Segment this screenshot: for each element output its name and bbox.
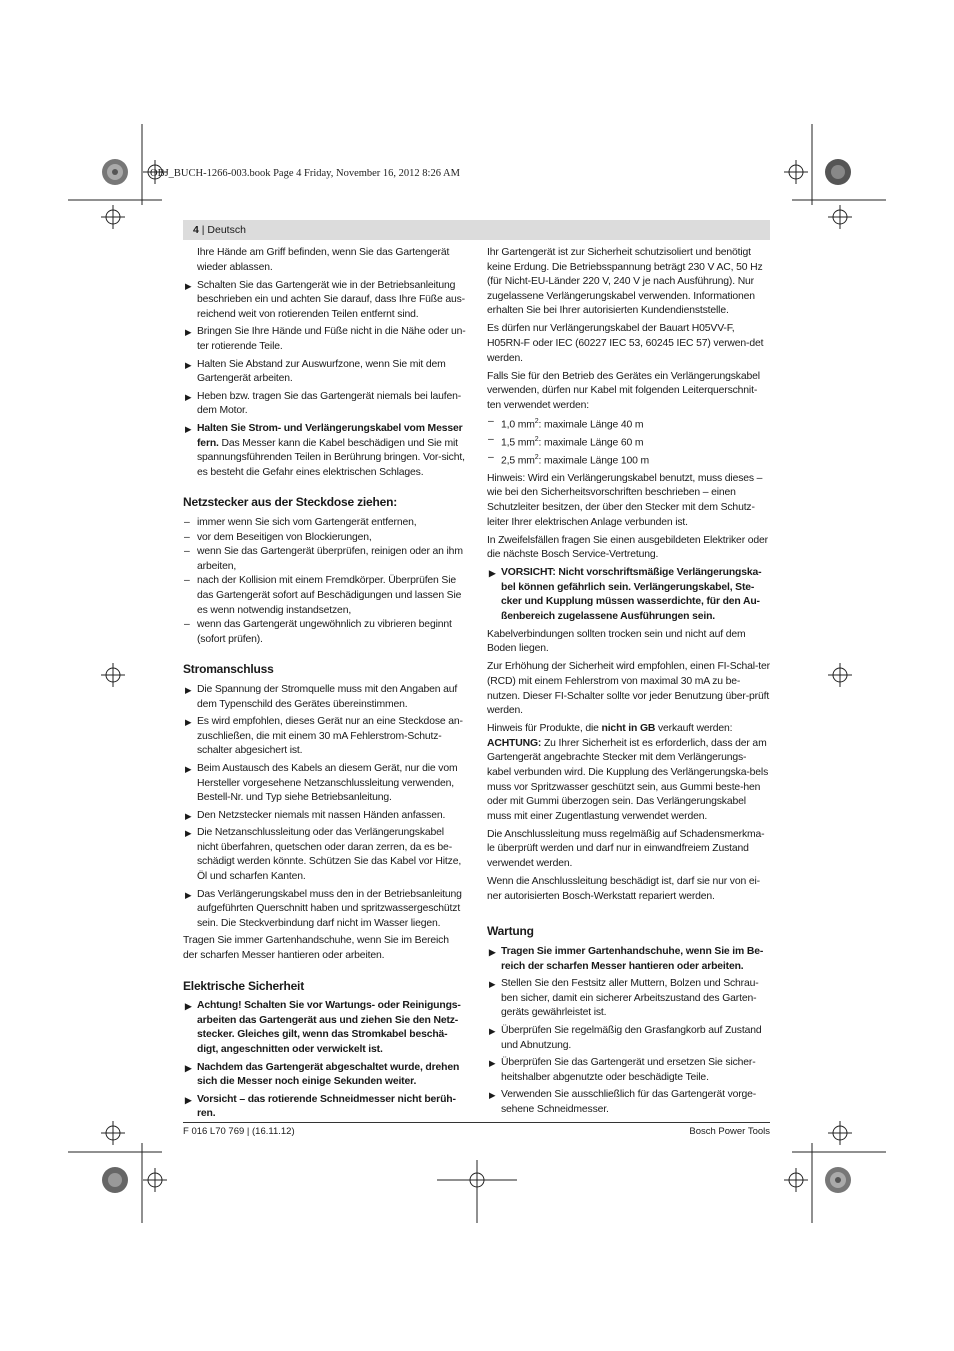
bullet-arrow-icon: ▶ (185, 1062, 192, 1073)
achtung-paragraph: ACHTUNG: Zu Ihrer Sicherheit ist es erforderlich, dass der am Gartengerät angebrachte Stecker mit dem Verlängerungs-kabel verbunden wird. Die Kupplung des Verlängerungska-bels muss vor Spritzwasser geschützt sein, aus Gummi beste-hen oder mit Gummi überzogen sein. Das Verlängerungskabel muss mit einer Zugentlastung verwendet werden. (487, 737, 769, 822)
header-bar (183, 220, 770, 240)
bullet-arrow-icon: ▶ (185, 1094, 192, 1105)
gloves-paragraph: Tragen Sie immer Gartenhandschuhe, wenn Sie im Bereich der scharfen Messer hantieren oder arbeiten. (183, 935, 449, 962)
list-item: ▶ Nachdem das Gartengerät abgeschaltet wurde, drehen sich die Messer noch einige Sekunden weiter. (185, 1061, 460, 1088)
bullet-arrow-icon: ▶ (185, 763, 192, 774)
list-item: – 1,0 $mm^2$: maximale Länge 40 m (488, 415, 644, 430)
list-item: ▶ Heben bzw. tragen Sie das Gartengerät niemals bei laufen-dem Motor. (185, 390, 462, 417)
bullet-arrow-icon: ▶ (185, 327, 192, 338)
list-item: ▶ Überprüfen Sie regelmäßig den Grasfangkorb auf Zustand und Abnutzung. (489, 1024, 762, 1051)
list-item: – 1,5 $mm^2$: maximale Länge 60 m (488, 433, 644, 449)
paragraph: Wenn die Anschlussleitung beschädigt ist, darf sie nur von ei-ner autorisierten Bosch-Werkstatt repariert werden. (487, 876, 760, 902)
bullet-arrow-icon: ▶ (489, 1025, 496, 1036)
page-header (193, 224, 246, 236)
right-column (487, 246, 770, 1120)
list-item: – wenn das Gartengerät ungewöhnlich zu vibrieren beginnt (sofort prüfen). (184, 619, 452, 645)
list-item: ▶ Den Netzstecker niemals mit nassen Händen anfassen. (183, 809, 466, 824)
bullet-arrow-icon: ▶ (489, 568, 496, 579)
warning-item: ▶ VORSICHT: Nicht vorschriftsmäßige Verlängerungska-bel können gefährlich sein. Verlängerungskabel, Ste-cker und Kupplung müssen wasserdichte, für den Au-ßenbereich zugelassene Ausführungen sein. (489, 567, 762, 623)
list-item: ▶ Die Spannung der Stromquelle muss mit den Angaben auf dem Typenschild des Gerätes übereinstimmen. (185, 683, 458, 710)
list-item: ▶ Schalten Sie das Gartengerät wie in der Betriebsanleitung beschrieben ein und achten Sie darauf, dass Ihre Füße aus-reichend weit von rotierenden Teilen entfernt sind. (185, 279, 465, 320)
list-item: ▶ Halten Sie Strom- und Verlängerungskabel vom Messer fern. Das Messer kann die Kabel beschädigen und Sie mit spannungsführenden Teilen in Berührung bringen. Vor-sicht, es besteht die Gefahr eines elektrischen Schlages. (185, 423, 465, 478)
list-item: – wenn Sie das Gartengerät überprüfen, reinigen oder an ihm arbeiten, (184, 546, 463, 572)
bullet-arrow-icon: ▶ (185, 391, 192, 402)
left-column (183, 246, 466, 1125)
paragraph: Ihr Gartengerät ist zur Sicherheit schutzisoliert und benötigt keine Erdung. Die Betriebsspannung beträgt 230 V AC, 50 Hz (für Nicht-EU-Länder 220 V, 240 V je nach Ausführung). Nur zugelassene Verlängerungskabel verwenden. Informationen erhalten Sie bei Ihrer autorisierten Kundendienststelle. (487, 247, 763, 317)
bullet-arrow-icon: ▶ (185, 684, 192, 695)
paragraph: Die Anschlussleitung muss regelmäßig auf Schadensmerkma-le überprüft werden und darf nur in einwandfreiem Zustand verwendet werden. (487, 828, 765, 870)
page-number: 4 (193, 224, 199, 236)
list-item: – vor dem Beseitigen von Blockierungen, (184, 531, 372, 543)
bullet-arrow-icon: ▶ (489, 1090, 496, 1101)
paragraph: Kabelverbindungen sollten trocken sein und nicht auf dem Boden liegen. (487, 628, 746, 655)
bullet-arrow-icon: ▶ (185, 717, 192, 728)
list-item: – nach der Kollision mit einem Fremdkörper. Überprüfen Sie das Gartengerät sofort auf Beschädigungen und lassen Sie es wenn notwendig instandsetzen, (184, 575, 462, 616)
gb-note: Hinweis für Produkte, die nicht in GB verkauft werden: (487, 723, 733, 735)
list-item: ▶ Es wird empfohlen, dieses Gerät nur an eine Steckdose an-zuschließen, die mit einem 30 mA Fehlerstrom-Schutz-schalter abgesichert ist. (185, 716, 463, 757)
bullet-arrow-icon: ▶ (489, 1058, 496, 1069)
list-item: ▶ Tragen Sie immer Gartenhandschuhe, wenn Sie im Be-reich der scharfen Messer hantieren oder arbeiten. (489, 945, 764, 972)
footer-doc-code: F 016 L70 769 | (16.11.12) (183, 1126, 295, 1137)
bullet-arrow-icon: ▶ (185, 359, 192, 370)
bullet-arrow-icon: ▶ (185, 889, 192, 900)
bullet-arrow-icon: ▶ (185, 1001, 192, 1012)
paragraph: Hinweis: Wird ein Verlängerungskabel benutzt, muss dieses – wie bei den Sicherheitsvorschriften beschrieben – einen Schutzleiter besitzen, der über den Stecker mit dem Schutz-leiter Ihrer elektrischen Anlage verbunden ist. (487, 472, 763, 528)
slug-line: OBJ_BUCH-1266-003.book Page 4 Friday, November 16, 2012 8:26 AM (150, 168, 460, 179)
heading-maintenance: Wartung (487, 924, 534, 939)
list-item: ▶ Achtung! Schalten Sie vor Wartungs- oder Reinigungs-arbeiten das Gartengerät aus und ziehen Sie den Netz-stecker. Gleiches gilt, wenn das Stromkabel beschä-digt, angeschnitten oder verwickelt ist. (185, 1000, 461, 1055)
list-item: ▶ Stellen Sie den Festsitz aller Muttern, Bolzen und Schrau-ben sicher, damit ein sicherer Arbeitszustand des Garten-geräts gewährleistet ist. (489, 978, 759, 1019)
bullet-arrow-icon: ▶ (489, 946, 496, 957)
bullet-arrow-icon: ▶ (185, 828, 192, 839)
list-item: ▶ Halten Sie Abstand zur Auswurfzone, wenn Sie mit dem Gartengerät arbeiten. (185, 358, 446, 385)
list-item: ▶ Verwenden Sie ausschließlich für das Gartengerät vorge-sehene Schneidmesser. (489, 1089, 757, 1115)
list-item: ▶ Beim Austausch des Kabels an diesem Gerät, nur die vom Hersteller vorgesehene Netzanschlussleitung verwenden, Bestell-Nr. und Typ siehe Betriebsanleitung. (185, 762, 458, 804)
paragraph: In Zweifelsfällen fragen Sie einen ausgebildeten Elektriker oder die nächste Bosch Service-Vertretung. (487, 534, 768, 561)
header-separator: | (198, 224, 208, 236)
paragraph: Es dürfen nur Verlängerungskabel der Bauart H05VV-F, H05RN-F oder IEC (60227 IEC 53, 60245 IEC 57) verwen-det werden. (487, 323, 764, 364)
list-item: ▶ Das Verlängerungskabel muss den in der Betriebsanleitung aufgeführten Querschnitt haben und spritzwassergeschützt sein. Die Steckverbindung darf nicht im Wasser liegen. (185, 888, 462, 929)
footer-rule (183, 1122, 770, 1123)
bullet-arrow-icon: ▶ (185, 424, 192, 435)
list-item: ▶ Überprüfen Sie das Gartengerät und ersetzen Sie sicher-heitshalber abgenutzte oder beschädigte Teile. (489, 1057, 756, 1083)
header-language: Deutsch (207, 224, 246, 236)
heading-power: Stromanschluss (183, 662, 274, 677)
list-item: ▶ Bringen Sie Ihre Hände und Füße nicht in die Nähe oder un-ter rotierende Teile. (185, 326, 466, 353)
bullet-arrow-icon: ▶ (185, 280, 192, 291)
bullet-arrow-icon: ▶ (185, 810, 192, 821)
list-item: – 2,5 $mm^2$: maximale Länge 100 m (488, 451, 649, 467)
heading-electrical-safety: Elektrische Sicherheit (183, 978, 304, 993)
heading-plug: Netzstecker aus der Steckdose ziehen: (183, 495, 398, 510)
footer-brand: Bosch Power Tools (689, 1126, 770, 1137)
list-item: ▶ Vorsicht – das rotierende Schneidmesser nicht berüh-ren. (185, 1093, 456, 1120)
intro-continuation: Ihre Hände am Griff befinden, wenn Sie das Gartengerät wieder ablassen. (197, 247, 450, 273)
paragraph: Falls Sie für den Betrieb des Gerätes ein Verlängerungskabel verwenden, dürfen nur Kabel mit folgenden Leiterquerschnit-ten verwendet werden: (487, 370, 760, 411)
list-item: – immer wenn Sie sich vom Gartengerät entfernen, (184, 517, 417, 528)
paragraph: Zur Erhöhung der Sicherheit wird empfohlen, einen FI-Schal-ter (RCD) mit einem Fehlerstrom von maximal 30 mA zu be-nutzen. Dieser FI-Schalter sollte vor jeder Benutzung über-prüft werden. (487, 661, 770, 717)
bullet-arrow-icon: ▶ (489, 979, 496, 990)
list-item: ▶ Die Netzanschlussleitung oder das Verlängerungskabel nicht überfahren, quetschen oder daran zerren, da es be-schädigt werden könnte. Schützen Sie das Kabel vor Hitze, Öl und scharfen Kanten. (185, 827, 462, 883)
